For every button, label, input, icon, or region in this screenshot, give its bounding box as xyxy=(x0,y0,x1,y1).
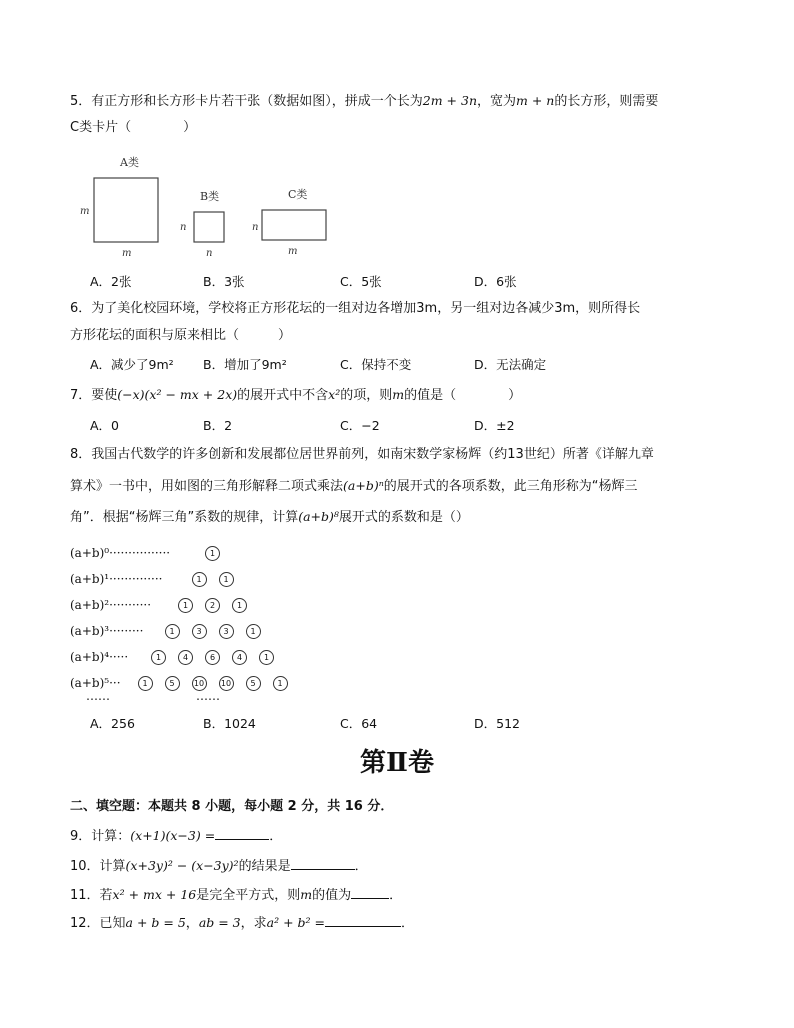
triangle-coefficient: 1 xyxy=(232,598,247,613)
triangle-ellipsis-left: …… xyxy=(86,689,110,703)
q11-suffix: 的值为 xyxy=(312,888,352,903)
q8-line3-a: 角”．根据“杨辉三角”系数的规律，计算 xyxy=(70,510,299,525)
triangle-row-label: (a+b)⁰················ xyxy=(70,546,171,560)
q11-expr: x² + mx + 16 xyxy=(112,887,197,902)
q7-var: m xyxy=(392,387,405,402)
card-b-side-bottom: n xyxy=(206,248,213,259)
triangle-coefficient: 1 xyxy=(192,572,207,587)
q7-option-c[interactable]: C．−2 xyxy=(340,418,380,433)
triangle-coefficient: 6 xyxy=(205,650,220,665)
q8-option-a[interactable]: A．256 xyxy=(90,716,135,731)
q5-text-end: 的长方形，则需要 xyxy=(554,94,659,109)
section-title: 第Ⅱ卷 xyxy=(360,748,434,778)
q12-sep: ， xyxy=(185,916,199,931)
triangle-coefficient: 1 xyxy=(138,676,153,691)
q12-expr2: ab = 3 xyxy=(198,915,241,930)
q11-line xyxy=(70,886,402,905)
triangle-coefficient: 4 xyxy=(178,650,193,665)
q8-option-b[interactable]: B．1024 xyxy=(203,716,256,731)
q12-answer-blank[interactable] xyxy=(325,914,401,927)
card-b-square xyxy=(194,212,224,242)
q12-mid: ，求 xyxy=(240,916,267,931)
q9-prefix: 9．计算： xyxy=(70,829,131,844)
triangle-coefficient: 1 xyxy=(246,624,261,639)
q10-line xyxy=(70,857,368,876)
triangle-coefficient: 1 xyxy=(205,546,220,561)
q12-line xyxy=(70,914,414,933)
triangle-row-label: (a+b)⁴····· xyxy=(70,650,129,664)
q6-option-a[interactable]: A．减少了9m² xyxy=(90,357,174,372)
card-a-side-left: m xyxy=(80,206,90,217)
q5-text: 5．有正方形和长方形卡片若干张（数据如图），拼成一个长为 xyxy=(70,94,423,109)
q11-prefix: 11．若 xyxy=(70,888,113,903)
q7-prefix: 7．要使 xyxy=(70,388,118,403)
triangle-row-label: (a+b)¹·············· xyxy=(70,572,163,586)
triangle-coefficient: 5 xyxy=(165,676,180,691)
q6-option-b[interactable]: B．增加了9m² xyxy=(203,357,287,372)
q5-line2: C类卡片（ ） xyxy=(70,120,197,135)
q6-line1: 6．为了美化校园环境，学校将正方形花坛的一组对边各增加3m，另一组对边各减少3m，则所得长 xyxy=(70,301,641,316)
q7-mid: 的展开式中不含 xyxy=(237,388,329,403)
q9-expr: (x+1)(x−3) = xyxy=(130,828,216,843)
card-c-side-bottom: m xyxy=(288,246,298,257)
q5-option-c[interactable]: C．5张 xyxy=(340,274,382,289)
triangle-coefficient: 1 xyxy=(273,676,288,691)
triangle-coefficient: 4 xyxy=(232,650,247,665)
triangle-coefficient: 10 xyxy=(219,676,234,691)
q12-end: ． xyxy=(401,916,415,931)
q10-expr: (x+3y)² − (x−3y)² xyxy=(125,858,239,873)
q6-option-d[interactable]: D．无法确定 xyxy=(474,357,547,372)
triangle-ellipsis-right: …… xyxy=(196,689,220,703)
triangle-coefficient: 3 xyxy=(192,624,207,639)
q11-var: m xyxy=(300,887,313,902)
triangle-coefficient: 1 xyxy=(165,624,180,639)
q12-prefix: 12．已知 xyxy=(70,916,126,931)
q6-line2: 方形花坛的面积与原来相比（ ） xyxy=(70,328,292,343)
q9-line xyxy=(70,827,282,846)
triangle-coefficient: 10 xyxy=(192,676,207,691)
q5-text-mid: ，宽为 xyxy=(477,94,517,109)
q7-term: x² xyxy=(328,387,341,402)
q7-line xyxy=(70,386,521,405)
triangle-row-label: (a+b)²··········· xyxy=(70,598,152,612)
card-c-label: C类 xyxy=(288,188,308,201)
triangle-coefficient: 5 xyxy=(246,676,261,691)
q10-prefix: 10．计算 xyxy=(70,859,126,874)
q5-width-expr: m + n xyxy=(516,93,555,108)
triangle-coefficient: 3 xyxy=(219,624,234,639)
q10-answer-blank[interactable] xyxy=(291,857,355,870)
q11-answer-blank[interactable] xyxy=(351,886,389,899)
card-b-side-left: n xyxy=(180,222,187,233)
card-b-label: B类 xyxy=(200,190,220,203)
card-a-side-bottom: m xyxy=(122,248,132,259)
q10-suffix: 的结果是 xyxy=(238,859,291,874)
q11-mid: 是完全平方式，则 xyxy=(196,888,301,903)
q8-option-d[interactable]: D．512 xyxy=(474,716,520,731)
card-c-rect xyxy=(262,210,326,240)
q5-line1 xyxy=(70,92,658,111)
triangle-row-label: (a+b)⁵··· xyxy=(70,676,121,690)
q10-end: ． xyxy=(354,859,368,874)
triangle-coefficient: 1 xyxy=(178,598,193,613)
q7-option-a[interactable]: A．0 xyxy=(90,418,120,433)
section-heading: 二、填空题：本题共 8 小题，每小题 2 分，共 16 分． xyxy=(70,799,394,814)
q12-expr1: a + b = 5 xyxy=(125,915,186,930)
triangle-coefficient: 2 xyxy=(205,598,220,613)
q5-cards-figure xyxy=(76,150,336,260)
q8-line2-b: 的展开式的各项系数，此三角形称为“杨辉三 xyxy=(383,479,638,494)
q8-line2 xyxy=(70,477,638,496)
q7-expr: (−x)(x² − mx + 2x) xyxy=(117,387,238,402)
q12-expr3: a² + b² = xyxy=(266,915,325,930)
q8-option-c[interactable]: C．64 xyxy=(340,716,378,731)
triangle-coefficient: 1 xyxy=(259,650,274,665)
q9-answer-blank[interactable] xyxy=(215,827,269,840)
q5-length-expr: 2m + 3n xyxy=(422,93,478,108)
q5-option-d[interactable]: D．6张 xyxy=(474,274,517,289)
card-c-side-left: n xyxy=(252,222,259,233)
q9-suffix: ． xyxy=(269,829,283,844)
q8-line1: 8．我国古代数学的许多创新和发展都位居世界前列，如南宋数学家杨辉（约13世纪）所著《详解九章 xyxy=(70,447,654,462)
q7-end: 的值是（ ） xyxy=(404,388,522,403)
triangle-row-label: (a+b)³········· xyxy=(70,624,144,638)
q8-line3-expr: (a+b)⁸ xyxy=(298,509,339,524)
q6-option-c[interactable]: C．保持不变 xyxy=(340,357,412,372)
q5-option-a[interactable]: A．2张 xyxy=(90,274,132,289)
q7-suffix: 的项，则 xyxy=(340,388,393,403)
q8-line3-b: 展开式的系数和是（） xyxy=(338,510,469,525)
card-a-label: A类 xyxy=(120,156,139,169)
q8-line2-expr: (a+b)ⁿ xyxy=(343,478,384,493)
q11-end: ． xyxy=(389,888,403,903)
triangle-coefficient: 1 xyxy=(219,572,234,587)
card-a-square xyxy=(94,178,158,242)
q8-line2-a: 算术》一书中，用如图的三角形解释二项式乘法 xyxy=(70,479,344,494)
q7-option-b[interactable]: B．2 xyxy=(203,418,233,433)
q7-option-d[interactable]: D．±2 xyxy=(474,418,515,433)
q5-option-b[interactable]: B．3张 xyxy=(203,274,245,289)
q8-line3 xyxy=(70,508,469,527)
triangle-coefficient: 1 xyxy=(151,650,166,665)
